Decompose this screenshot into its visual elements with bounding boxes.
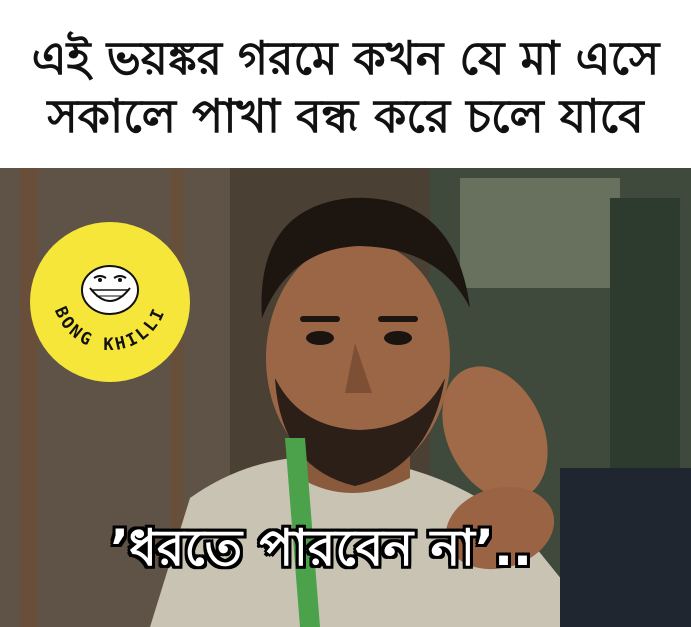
bong-khilli-logo — [30, 222, 190, 382]
caption-header — [0, 0, 691, 168]
caption-line-2: সকালে পাখা বন্ধ করে চলে যাবে — [47, 89, 644, 143]
logo-text: BONG KHILLI — [49, 303, 171, 355]
movie-subtitle: ’ধরতে পারবেন না’.. — [110, 519, 532, 577]
caption-line-1: এই ভয়ঙ্কর গরমে কখন যে মা এসে — [31, 31, 660, 85]
troll-face-icon — [30, 222, 190, 382]
